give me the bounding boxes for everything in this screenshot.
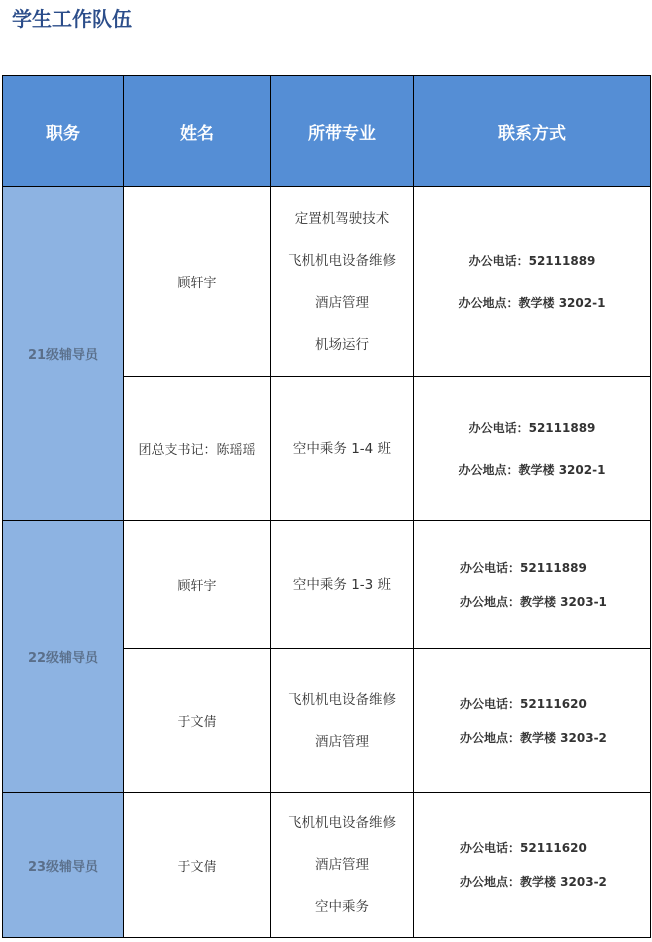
office-location: 办公地点：教学楼 3202-1 <box>458 295 606 310</box>
major-item: 酒店管理 <box>315 857 369 873</box>
table-header-row <box>3 76 651 187</box>
contact-cell <box>414 187 651 377</box>
major-item: 飞机机电设备维修 <box>288 815 396 831</box>
major-item: 酒店管理 <box>315 294 369 311</box>
table-row <box>3 793 651 938</box>
major-item: 机场运行 <box>315 336 369 353</box>
office-location: 办公地点：教学楼 3203-2 <box>460 875 607 889</box>
role-cell: 21级辅导员 <box>3 187 124 521</box>
table-row <box>3 187 651 377</box>
major-item: 定置机驾驶技术 <box>294 210 390 227</box>
office-location: 办公地点：教学楼 3203-1 <box>460 594 607 609</box>
majors-cell <box>271 649 414 793</box>
major-item: 酒店管理 <box>315 733 369 750</box>
table-row <box>3 521 651 649</box>
major-item: 空中乘务 1-3 班 <box>292 576 392 593</box>
name-cell: 于文倩 <box>124 793 271 938</box>
name-cell: 于文倩 <box>124 649 271 793</box>
office-phone: 办公电话：52111889 <box>468 420 596 435</box>
office-phone: 办公电话：52111889 <box>460 560 587 575</box>
contact-cell <box>414 521 651 649</box>
major-item: 飞机机电设备维修 <box>288 691 396 708</box>
office-phone: 办公电话：52111620 <box>460 696 587 711</box>
office-location: 办公地点：教学楼 3203-2 <box>460 730 607 745</box>
major-item: 飞机机电设备维修 <box>288 252 396 269</box>
contact-cell <box>414 649 651 793</box>
header-name: 姓名 <box>124 76 271 187</box>
header-role: 职务 <box>3 76 124 187</box>
role-cell: 23级辅导员 <box>3 793 124 938</box>
majors-cell <box>271 187 414 377</box>
page-title: 学生工作队伍 <box>12 7 132 31</box>
office-location: 办公地点：教学楼 3202-1 <box>458 462 606 477</box>
major-item: 空中乘务 1-4 班 <box>292 440 392 457</box>
header-majors: 所带专业 <box>271 76 414 187</box>
role-cell: 22级辅导员 <box>3 521 124 793</box>
name-cell: 顾轩宇 <box>124 521 271 649</box>
name-cell: 团总支书记：陈瑶瑶 <box>124 377 271 521</box>
staff-table <box>2 75 651 938</box>
contact-cell <box>414 793 651 938</box>
header-contact: 联系方式 <box>414 76 651 187</box>
major-item: 空中乘务 <box>315 899 369 915</box>
office-phone: 办公电话：52111620 <box>460 841 587 855</box>
majors-cell <box>271 793 414 938</box>
majors-cell <box>271 377 414 521</box>
majors-cell <box>271 521 414 649</box>
office-phone: 办公电话：52111889 <box>468 253 596 268</box>
contact-cell <box>414 377 651 521</box>
name-cell: 顾轩宇 <box>124 187 271 377</box>
